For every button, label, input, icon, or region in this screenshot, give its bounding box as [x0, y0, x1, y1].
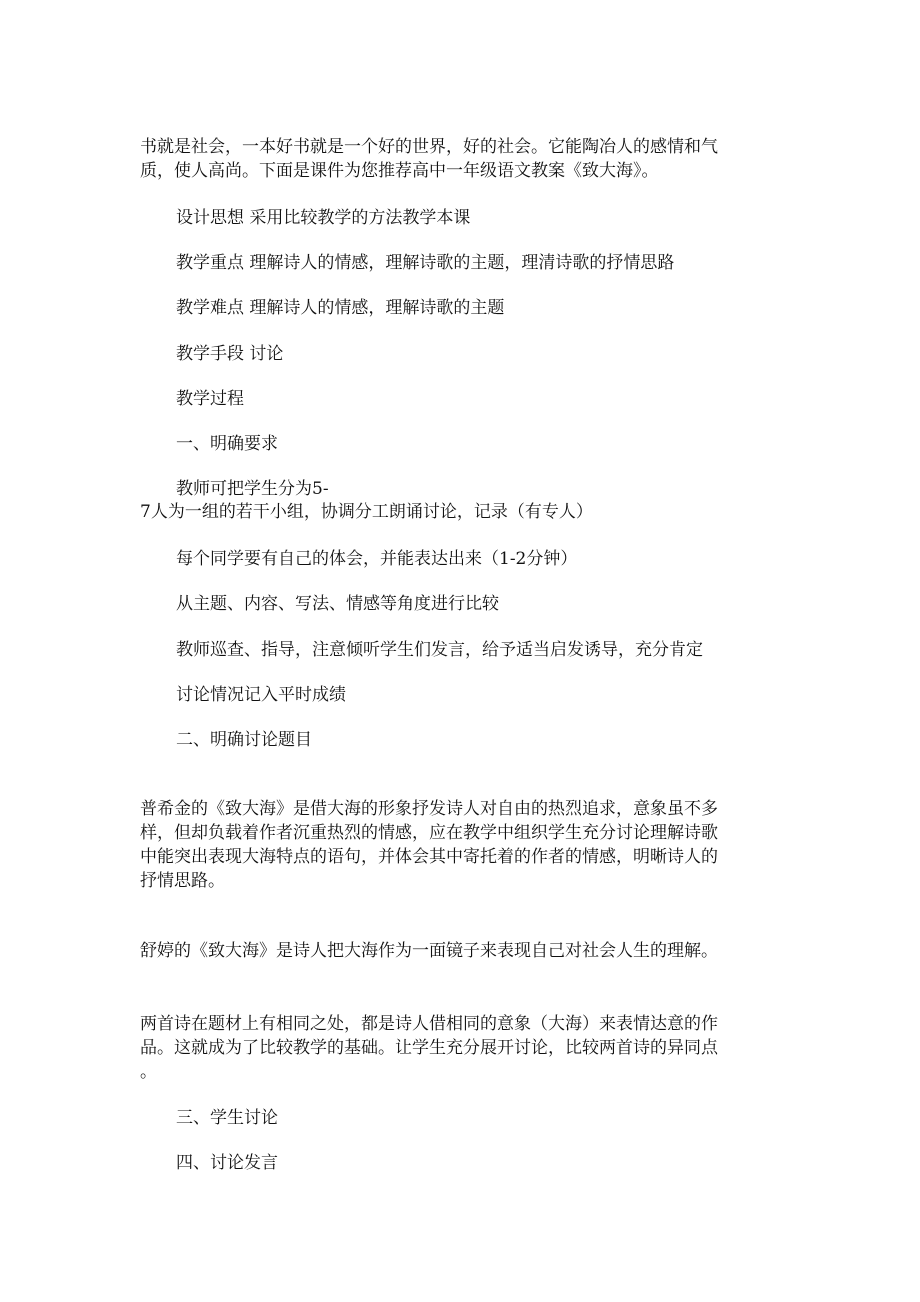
step-1-paragraph-1-line-1: 教师可把学生分为5- — [176, 479, 329, 499]
pushkin-line-4: 抒情思路。 — [140, 871, 225, 891]
step-1-paragraph-5: 讨论情况记入平时成绩 — [176, 685, 346, 705]
compare-line-2: 品。这就成为了比较教学的基础。让学生充分展开讨论，比较两首诗的异同点 — [140, 1038, 718, 1058]
key-points: 教学重点 理解诗人的情感，理解诗歌的主题，理清诗歌的抒情思路 — [176, 253, 675, 273]
step-1-paragraph-3: 从主题、内容、写法、情感等角度进行比较 — [176, 594, 499, 614]
step-1-paragraph-4: 教师巡查、指导，注意倾听学生们发言，给予适当启发诱导，充分肯定 — [176, 640, 703, 660]
process-title: 教学过程 — [176, 389, 244, 409]
intro-line-2: 质，使人高尚。下面是课件为您推荐高中一年级语文教案《致大海》。 — [140, 161, 659, 181]
difficulties: 教学难点 理解诗人的情感，理解诗歌的主题 — [176, 298, 505, 318]
step-1-paragraph-2: 每个同学要有自己的体会，并能表达出来（1-2分钟） — [176, 549, 578, 569]
pushkin-line-1: 普希金的《致大海》是借大海的形象抒发诗人对自由的热烈追求，意象虽不多 — [140, 799, 718, 819]
step-4-title: 四、讨论发言 — [176, 1153, 278, 1173]
shuting-paragraph: 舒婷的《致大海》是诗人把大海作为一面镜子来表现自己对社会人生的理解。 — [140, 941, 718, 961]
intro-line-1: 书就是社会，一本好书就是一个好的世界，好的社会。它能陶冶人的感情和气 — [140, 137, 718, 157]
compare-line-3: 。 — [140, 1062, 157, 1082]
step-2-title: 二、明确讨论题目 — [176, 730, 312, 750]
design-idea: 设计思想 采用比较教学的方法教学本课 — [176, 208, 471, 228]
pushkin-line-2: 样，但却负载着作者沉重热烈的情感，应在教学中组织学生充分讨论理解诗歌 — [140, 823, 718, 843]
teaching-method: 教学手段 讨论 — [176, 344, 284, 364]
step-1-title: 一、明确要求 — [176, 434, 278, 454]
step-1-paragraph-1-line-2: 7人为一组的若干小组，协调分工朗诵讨论，记录（有专人） — [140, 502, 593, 522]
pushkin-line-3: 中能突出表现大海特点的语句，并体会其中寄托着的作者的情感，明晰诗人的 — [140, 847, 718, 867]
step-3-title: 三、学生讨论 — [176, 1108, 278, 1128]
compare-line-1: 两首诗在题材上有相同之处，都是诗人借相同的意象（大海）来表情达意的作 — [140, 1014, 718, 1034]
